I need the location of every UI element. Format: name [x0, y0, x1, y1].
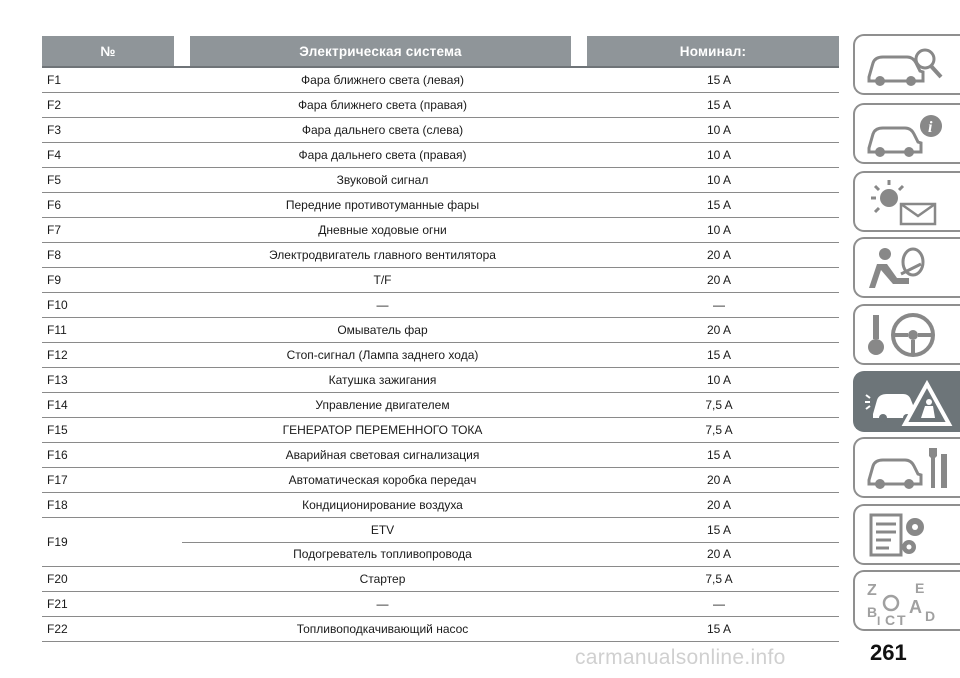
- tab-car-service[interactable]: [853, 437, 960, 498]
- system-name: T/F: [373, 273, 392, 287]
- specifications-icon: [863, 511, 953, 561]
- fuse-id: F18: [47, 498, 68, 512]
- header-rating: Номинал:: [679, 44, 747, 59]
- table-row: [42, 592, 839, 617]
- fuse-id: F21: [47, 597, 68, 611]
- index-icon: [863, 577, 953, 627]
- svg-text:B: B: [867, 604, 878, 620]
- system-name: —: [376, 298, 389, 312]
- fuse-id: F22: [47, 622, 68, 636]
- rating-value: 10 A: [706, 373, 732, 387]
- fuse-id: F6: [47, 198, 62, 212]
- table-row: [42, 68, 839, 93]
- car-service-icon: [863, 444, 953, 494]
- rating-value: 15 A: [706, 622, 732, 636]
- table-row-f19: [42, 518, 839, 567]
- table-header: [42, 36, 839, 66]
- fuse-id: F8: [47, 248, 62, 262]
- rating-value: 10 A: [706, 123, 732, 137]
- svg-text:E: E: [915, 580, 925, 596]
- system-name: Подогреватель топливопровода: [293, 547, 472, 561]
- warning-lights-icon: [863, 178, 953, 228]
- table-row: [42, 493, 839, 518]
- car-search-icon: [863, 41, 953, 91]
- rating-value: 20 A: [706, 273, 732, 287]
- table-row: [42, 468, 839, 493]
- rating-value: 15 A: [706, 448, 732, 462]
- rating-value: 10 A: [706, 148, 732, 162]
- rating-value: —: [713, 298, 725, 312]
- rating-value: 20 A: [706, 248, 732, 262]
- fuse-id: F5: [47, 173, 62, 187]
- table-row: [42, 193, 839, 218]
- header-system: Электрическая система: [299, 44, 462, 59]
- tab-steering-key[interactable]: [853, 304, 960, 365]
- system-name: Омыватель фар: [337, 323, 428, 337]
- system-name: Звуковой сигнал: [336, 173, 429, 187]
- tab-specifications[interactable]: [853, 504, 960, 565]
- steering-key-icon: [863, 311, 953, 361]
- svg-text:I: I: [877, 614, 881, 627]
- table-row: [42, 368, 839, 393]
- fuse-id: F4: [47, 148, 62, 162]
- table-row: [42, 118, 839, 143]
- rating-value: —: [713, 597, 725, 611]
- fuse-id: F9: [47, 273, 62, 287]
- table-row: [42, 418, 839, 443]
- svg-text:C: C: [885, 612, 896, 627]
- rating-value: 20 A: [706, 323, 732, 337]
- fuse-table: [42, 36, 839, 642]
- svg-text:i: i: [928, 119, 933, 136]
- fuse-id: F1: [47, 73, 62, 87]
- table-row: [42, 393, 839, 418]
- tab-airbag-seat[interactable]: [853, 237, 960, 298]
- system-name: Управление двигателем: [315, 398, 450, 412]
- fuse-id: F19: [47, 535, 68, 549]
- fuse-id: F20: [47, 572, 68, 586]
- system-name: Топливоподкачивающий насос: [296, 622, 469, 636]
- table-row: [42, 168, 839, 193]
- rating-value: 7,5 A: [705, 398, 733, 412]
- rating-value: 10 A: [706, 173, 732, 187]
- tab-breakdown[interactable]: [853, 371, 960, 432]
- rating-value: 15 A: [706, 523, 732, 537]
- fuse-id: F2: [47, 98, 62, 112]
- fuse-id: F15: [47, 423, 68, 437]
- table-row: [42, 218, 839, 243]
- fuse-id: F12: [47, 348, 68, 362]
- system-name: Фара ближнего света (левая): [301, 73, 464, 87]
- rating-value: 20 A: [706, 498, 732, 512]
- rating-value: 10 A: [706, 223, 732, 237]
- fuse-id: F3: [47, 123, 62, 137]
- system-name: Автоматическая коробка передач: [288, 473, 477, 487]
- system-name: Фара дальнего света (слева): [301, 123, 464, 137]
- table-row: [42, 343, 839, 368]
- fuse-id: F16: [47, 448, 68, 462]
- table-row: [42, 567, 839, 592]
- fuse-id: F11: [47, 323, 67, 337]
- svg-text:Z: Z: [867, 582, 877, 599]
- system-name: ETV: [370, 523, 395, 537]
- system-name: Фара дальнего света (правая): [298, 148, 467, 162]
- system-name: —: [376, 597, 389, 611]
- system-name: Дневные ходовые огни: [318, 223, 447, 237]
- system-name: Фара ближнего света (правая): [297, 98, 468, 112]
- table-row: [42, 293, 839, 318]
- table-row: [42, 443, 839, 468]
- table-row: [42, 143, 839, 168]
- tab-car-info[interactable]: [853, 103, 960, 164]
- rating-value: 15 A: [706, 198, 732, 212]
- fuse-id: F10: [47, 298, 68, 312]
- tab-index[interactable]: [853, 570, 960, 631]
- rating-value: 15 A: [706, 73, 732, 87]
- fuse-id: F7: [47, 223, 62, 237]
- car-info-icon: [863, 110, 953, 160]
- svg-text:T: T: [897, 612, 906, 627]
- table-row: [42, 93, 839, 118]
- system-name: Катушка зажигания: [328, 373, 437, 387]
- rating-value: 15 A: [706, 348, 732, 362]
- svg-text:D: D: [925, 608, 936, 624]
- rating-value: 20 A: [706, 473, 732, 487]
- rating-value: 15 A: [706, 98, 732, 112]
- system-name: Кондиционирование воздуха: [302, 498, 463, 512]
- watermark: carmanualsonline.info: [575, 646, 786, 669]
- fuse-id: F13: [47, 373, 68, 387]
- rating-value: 20 A: [706, 547, 732, 561]
- rating-value: 7,5 A: [705, 423, 733, 437]
- svg-text:A: A: [909, 597, 922, 617]
- table-row: [42, 243, 839, 268]
- fuse-id: F17: [47, 473, 68, 487]
- tab-car-search[interactable]: [853, 34, 960, 95]
- table-row: [42, 318, 839, 343]
- system-name: ГЕНЕРАТОР ПЕРЕМЕННОГО ТОКА: [282, 423, 483, 437]
- header-number: №: [100, 44, 116, 59]
- system-name: Передние противотуманные фары: [285, 198, 480, 212]
- page-number: 261: [870, 640, 907, 665]
- system-name: Аварийная световая сигнализация: [285, 448, 480, 462]
- fuse-id: F14: [47, 398, 68, 412]
- system-name: Стоп-сигнал (Лампа заднего хода): [286, 348, 479, 362]
- breakdown-warning-icon: [863, 378, 953, 428]
- airbag-seat-icon: [863, 244, 953, 294]
- system-name: Стартер: [359, 572, 406, 586]
- table-row: [42, 268, 839, 293]
- tab-warning-lights[interactable]: [853, 171, 960, 232]
- system-name: Электродвигатель главного вентилятора: [269, 248, 496, 262]
- rating-value: 7,5 A: [705, 572, 733, 586]
- table-row: [42, 617, 839, 642]
